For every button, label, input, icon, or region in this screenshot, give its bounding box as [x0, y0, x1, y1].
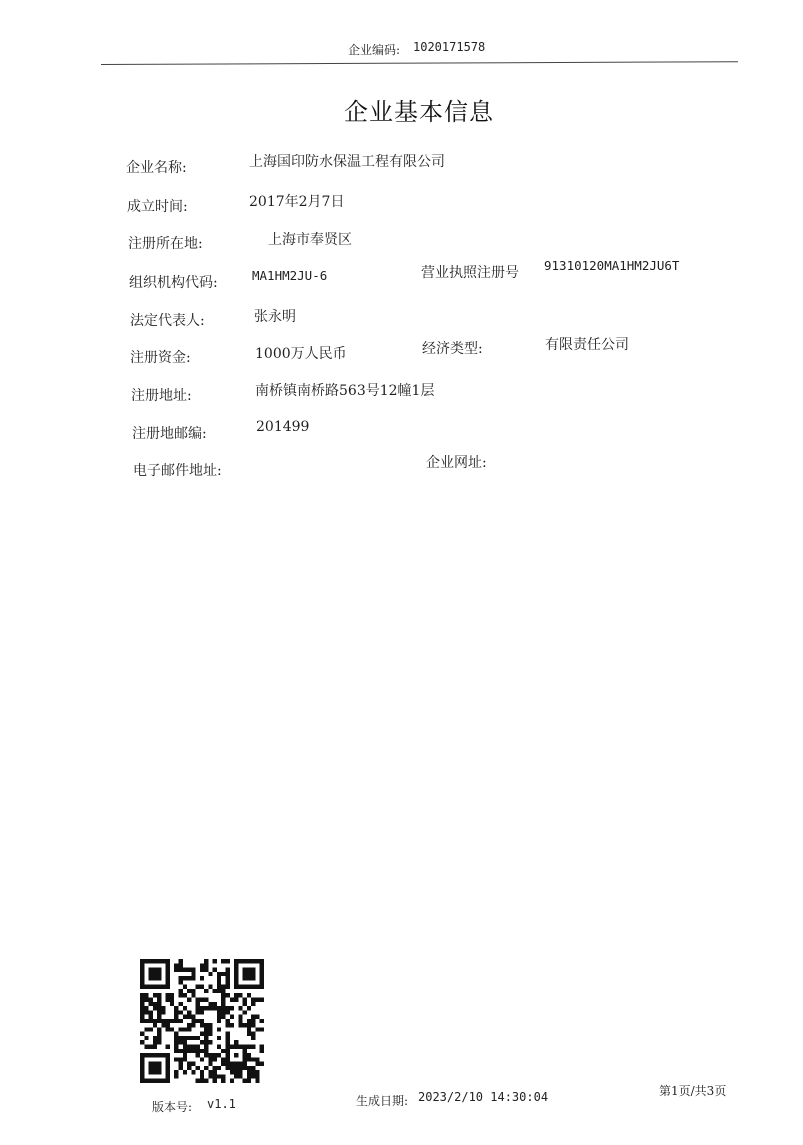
email-label: 电子邮件地址:: [133, 463, 222, 479]
license-no-label: 营业执照注册号: [421, 265, 519, 281]
reg-capital-label: 注册资金:: [130, 350, 191, 366]
qr-code-icon: [140, 959, 264, 1083]
org-code-value: MA1HM2JU-6: [252, 268, 328, 283]
enterprise-code-value: 1020171578: [413, 40, 486, 54]
postcode-value: 201499: [256, 419, 310, 435]
version-label: 版本号:: [152, 1100, 193, 1114]
header-rule: [101, 61, 738, 65]
license-no-value: 91310120MA1HM2JU6T: [544, 258, 680, 273]
page-title: 企业基本信息: [344, 98, 494, 126]
org-code-label: 组织机构代码:: [129, 275, 218, 291]
page-info: 第1页/共3页: [659, 1084, 727, 1098]
generated-label: 生成日期:: [356, 1094, 409, 1108]
established-label: 成立时间:: [127, 199, 188, 215]
econ-type-label: 经济类型:: [422, 341, 483, 357]
qr-code-graphic: [140, 959, 264, 1083]
established-value: 2017年2月7日: [249, 194, 345, 210]
postcode-label: 注册地邮编:: [132, 426, 207, 442]
version-value: v1.1: [207, 1097, 236, 1111]
reg-location-value: 上海市奉贤区: [268, 232, 352, 248]
reg-address-value: 南桥镇南桥路563号12幢1层: [255, 383, 435, 399]
legal-rep-label: 法定代表人:: [130, 313, 205, 329]
reg-location-label: 注册所在地:: [128, 236, 203, 252]
website-label: 企业网址:: [426, 455, 487, 471]
legal-rep-value: 张永明: [254, 309, 296, 325]
generated-value: 2023/2/10 14:30:04: [418, 1090, 549, 1104]
company-name-label: 企业名称:: [126, 160, 187, 176]
company-name-value: 上海国印防水保温工程有限公司: [249, 154, 445, 170]
econ-type-value: 有限责任公司: [545, 337, 629, 353]
reg-address-label: 注册地址:: [131, 388, 192, 404]
reg-capital-value: 1000万人民币: [255, 346, 347, 362]
enterprise-code-label: 企业编码:: [348, 43, 401, 57]
